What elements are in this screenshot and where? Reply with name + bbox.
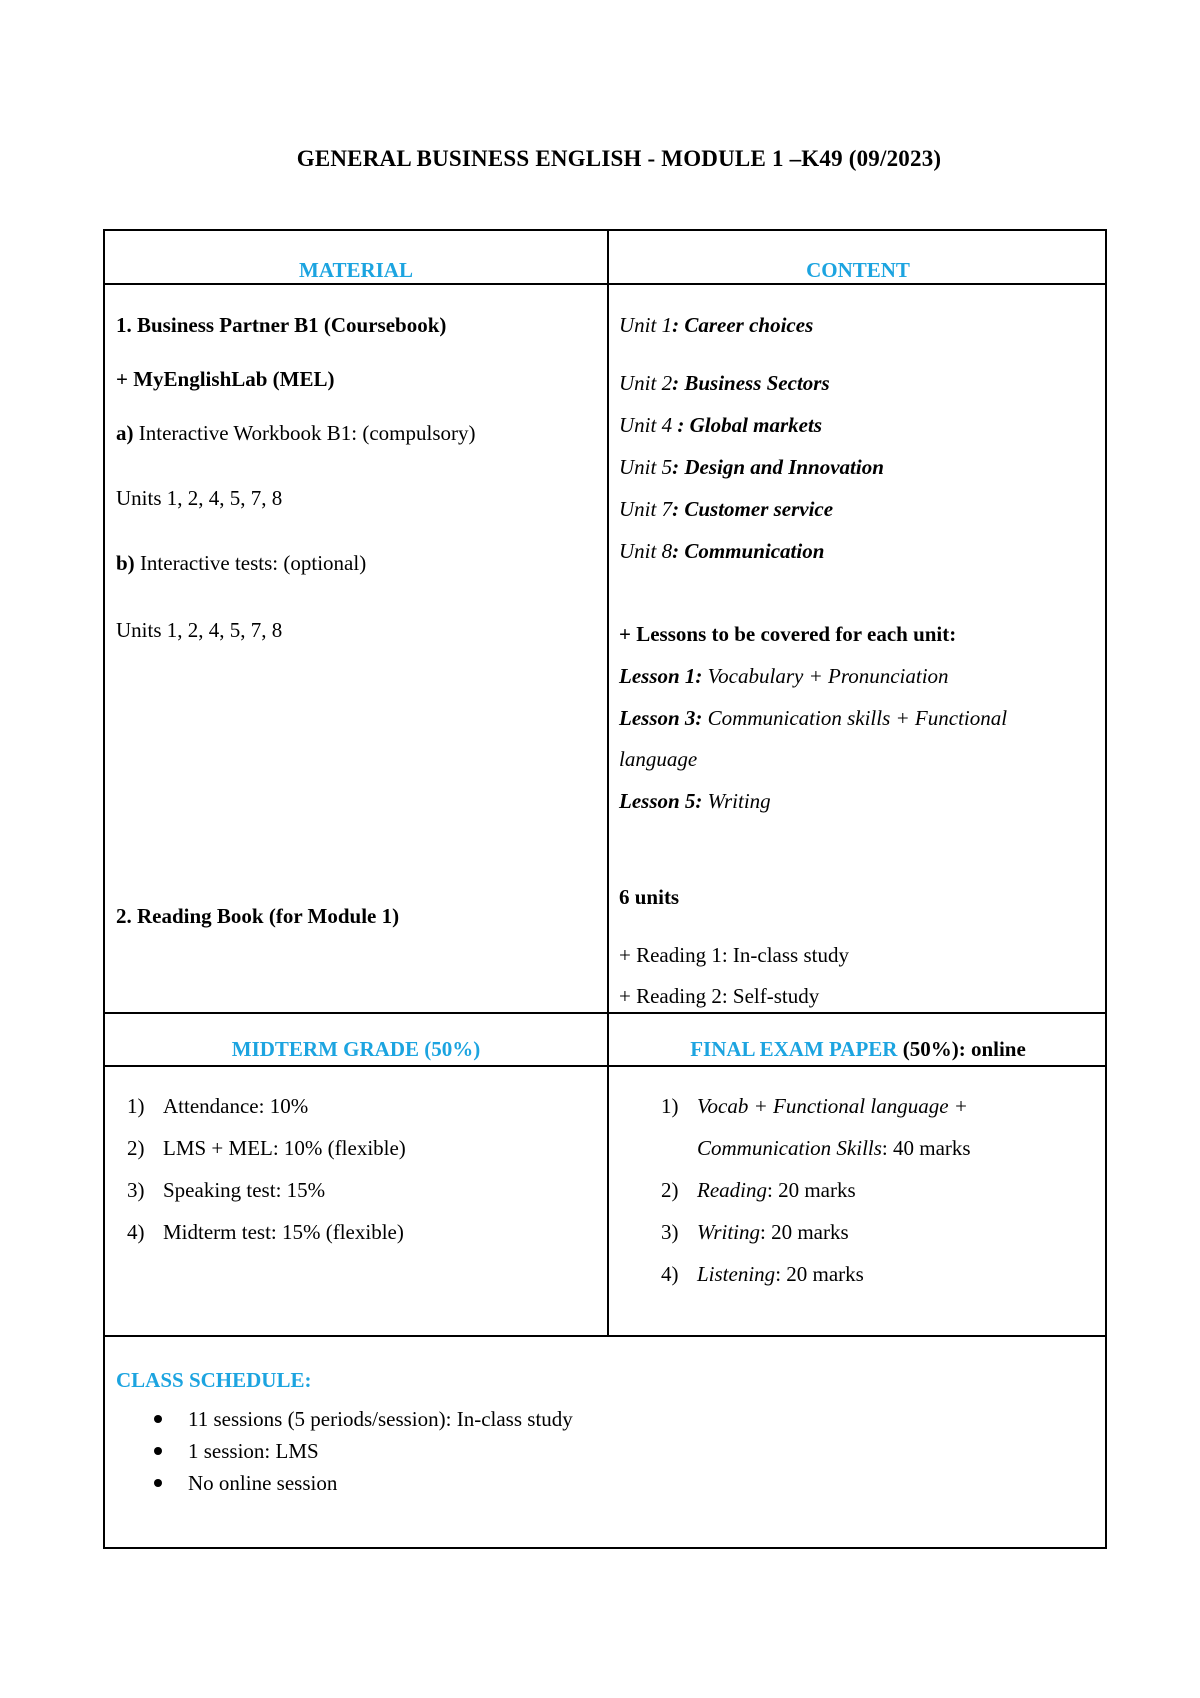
column-divider [607, 231, 609, 1335]
lesson-text: Communication skills + Functional [702, 706, 1008, 730]
material-reading-book: 2. Reading Book (for Module 1) [116, 904, 400, 928]
lesson-3-continued [619, 749, 697, 770]
lesson-3 [619, 708, 1007, 729]
unit-sep: : [672, 497, 685, 521]
material-b-label: b) [116, 551, 135, 575]
material-tests [116, 553, 366, 574]
schedule-item: 1 session: LMS [188, 1439, 319, 1463]
midterm-item-number: 2) [127, 1136, 145, 1160]
course-table [103, 229, 1107, 1549]
reading-1: + Reading 1: In-class study [619, 943, 849, 967]
final-item-text: : 40 marks [881, 1136, 971, 1160]
final-exam-header [609, 1039, 1107, 1060]
unit-label: Unit 4 [619, 413, 678, 437]
unit-sep: : [672, 371, 685, 395]
lesson-label: Lesson 3: [619, 706, 703, 730]
unit-name: Business Sectors [684, 371, 830, 395]
reading-2: + Reading 2: Self-study [619, 984, 820, 1008]
row-divider [105, 1012, 1105, 1014]
unit-name: Communication [684, 539, 825, 563]
lesson-text: language [619, 747, 698, 771]
unit-sep: : [672, 539, 685, 563]
midterm-item: LMS + MEL: 10% (flexible) [163, 1136, 406, 1160]
schedule-item: No online session [188, 1471, 338, 1495]
final-item-number: 2) [661, 1178, 679, 1202]
unit-label: Unit 8 [619, 539, 673, 563]
final-item-label: Writing [697, 1220, 761, 1244]
lesson-label: Lesson 5: [619, 789, 703, 813]
material-mel: + MyEnglishLab (MEL) [116, 367, 335, 391]
content-unit-2 [619, 373, 830, 394]
midterm-item: Speaking test: 15% [163, 1178, 326, 1202]
final-header-rest: (50%): online [897, 1037, 1026, 1061]
material-coursebook: 1. Business Partner B1 (Coursebook) [116, 313, 447, 337]
row-divider [105, 1065, 1105, 1067]
unit-label: Unit 2 [619, 371, 673, 395]
unit-label: Unit 7 [619, 497, 673, 521]
final-header-accent: FINAL EXAM PAPER [690, 1037, 898, 1061]
schedule-header: CLASS SCHEDULE: [116, 1368, 312, 1392]
content-unit-1 [619, 315, 813, 336]
midterm-item-number: 1) [127, 1094, 145, 1118]
midterm-item: Attendance: 10% [163, 1094, 309, 1118]
content-unit-8 [619, 541, 824, 562]
midterm-item: Midterm test: 15% (flexible) [163, 1220, 404, 1244]
content-unit-4 [619, 415, 822, 436]
midterm-header: MIDTERM GRADE (50%) [231, 1037, 481, 1061]
unit-sep: : [672, 313, 685, 337]
lesson-label: Lesson 1: [619, 664, 703, 688]
lesson-text: Writing [702, 789, 771, 813]
material-a-text: Interactive Workbook B1: (compulsory) [133, 421, 476, 445]
midterm-item-number: 3) [127, 1178, 145, 1202]
final-item-label: Communication Skills [697, 1136, 882, 1160]
bullet-icon [154, 1447, 162, 1455]
lesson-1 [619, 666, 949, 687]
material-workbook [116, 423, 476, 444]
unit-name: Career choices [684, 313, 814, 337]
unit-name: Design and Innovation [684, 455, 884, 479]
final-item-text: : 20 marks [760, 1220, 849, 1244]
lessons-heading: + Lessons to be covered for each unit: [619, 622, 957, 646]
final-item-text: : 20 marks [775, 1262, 864, 1286]
row-divider [105, 1335, 1105, 1337]
final-item [697, 1222, 849, 1243]
lesson-text: Vocabulary + Pronunciation [702, 664, 949, 688]
unit-name: Customer service [684, 497, 834, 521]
material-tests-units: Units 1, 2, 4, 5, 7, 8 [116, 618, 283, 642]
material-workbook-units: Units 1, 2, 4, 5, 7, 8 [116, 486, 283, 510]
schedule-item: 11 sessions (5 periods/session): In-class study [188, 1407, 573, 1431]
document-title: GENERAL BUSINESS ENGLISH - MODULE 1 –K49 (09/2023) [296, 146, 942, 171]
bullet-icon [154, 1479, 162, 1487]
bullet-icon [154, 1415, 162, 1423]
final-item-label: Listening [697, 1262, 776, 1286]
final-item [697, 1096, 968, 1117]
unit-label: Unit 1 [619, 313, 673, 337]
row-divider [105, 283, 1105, 285]
material-b-text: Interactive tests: (optional) [134, 551, 367, 575]
unit-label: Unit 5 [619, 455, 673, 479]
final-item-label: Vocab + Functional language + [697, 1094, 968, 1118]
final-item-number: 1) [661, 1094, 679, 1118]
lesson-5 [619, 791, 771, 812]
final-item [697, 1264, 864, 1285]
final-item-text: : 20 marks [766, 1178, 856, 1202]
unit-name: Global markets [689, 413, 823, 437]
material-a-label: a) [116, 421, 134, 445]
content-unit-5 [619, 457, 884, 478]
six-units: 6 units [619, 885, 680, 909]
unit-sep: : [672, 455, 685, 479]
final-item-number: 4) [661, 1262, 679, 1286]
material-header: MATERIAL [299, 258, 413, 282]
final-item-number: 3) [661, 1220, 679, 1244]
midterm-item-number: 4) [127, 1220, 145, 1244]
unit-sep: : [677, 413, 690, 437]
content-unit-7 [619, 499, 833, 520]
final-item-label: Reading [697, 1178, 767, 1202]
final-item-continued [697, 1138, 971, 1159]
final-item [697, 1180, 856, 1201]
content-header: CONTENT [806, 258, 910, 282]
